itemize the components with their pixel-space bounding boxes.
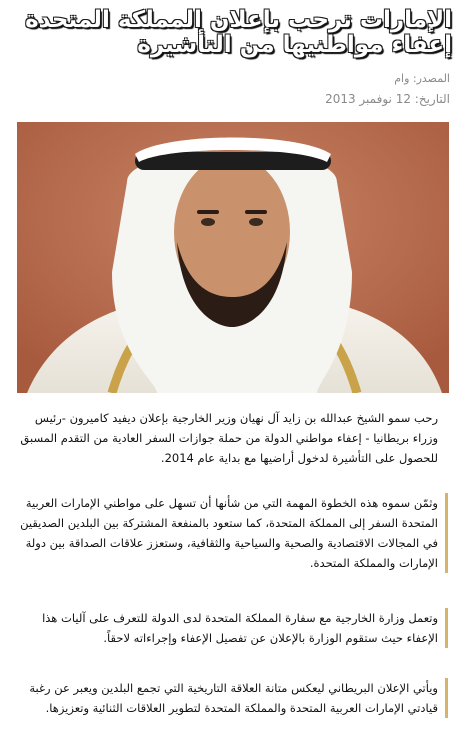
article-date: التاريخ: 12 نوفمبر 2013 xyxy=(325,92,450,106)
paragraph-1: رحب سمو الشيخ عبدالله بن زايد آل نهيان وزير الخارجية بإعلان ديفيد كاميرون -رئيس وزراء بريطانيا - إعفاء مواطني الدولة من حملة جوازات السفر العادية من التقدم المسبق للحصول على التأشيرة لدخول أراضيها مع بداية عام 2014. xyxy=(20,411,438,465)
portrait-image xyxy=(17,122,449,393)
paragraph-accent-bar xyxy=(445,493,448,573)
paragraph-4 xyxy=(16,678,448,718)
paragraph-3-text: وتعمل وزارة الخارجية مع سفارة المملكة المتحدة لدى الدولة للتعرف على آليات هذا الإعفاء حيث ستقوم الوزارة بالإعلان عن تفصيل الإعفاء وإجراءاته لاحقاً. xyxy=(42,611,438,645)
paragraph-4-text: ويأتي الإعلان البريطاني ليعكس متانة العلاقة التاريخية التي تجمع البلدين ويعبر عن رغبة قيادتي الإمارات العربية المتحدة والمملكة المتحدة لتطوير العلاقات الثنائية وتعزيزها. xyxy=(29,681,438,715)
paragraph-accent-bar xyxy=(445,678,448,718)
paragraph-2-text: وثمّن سموه هذه الخطوة المهمة التي من شأنها أن تسهل على مواطني الإمارات العربية المتحدة السفر إلى المملكة المتحدة، كما ستعود بالمنفعة المشتركة بين البلدين الصديقين في المجالات الاقتصادية والصحية والسياحية والثقافية، وستعزز علاقات الصداقة بين دولة الإمارات والمملكة المتحدة. xyxy=(20,496,438,570)
paragraph-3 xyxy=(16,608,448,648)
paragraph-2 xyxy=(16,493,448,573)
article-title: الإمارات ترحب بإعلان المملكة المتحدة إعفاء مواطنيها من التأشيرة xyxy=(25,7,452,58)
article-photo xyxy=(17,122,449,393)
paragraph-accent-bar xyxy=(445,608,448,648)
article-source: المصدر: وام xyxy=(394,72,450,85)
